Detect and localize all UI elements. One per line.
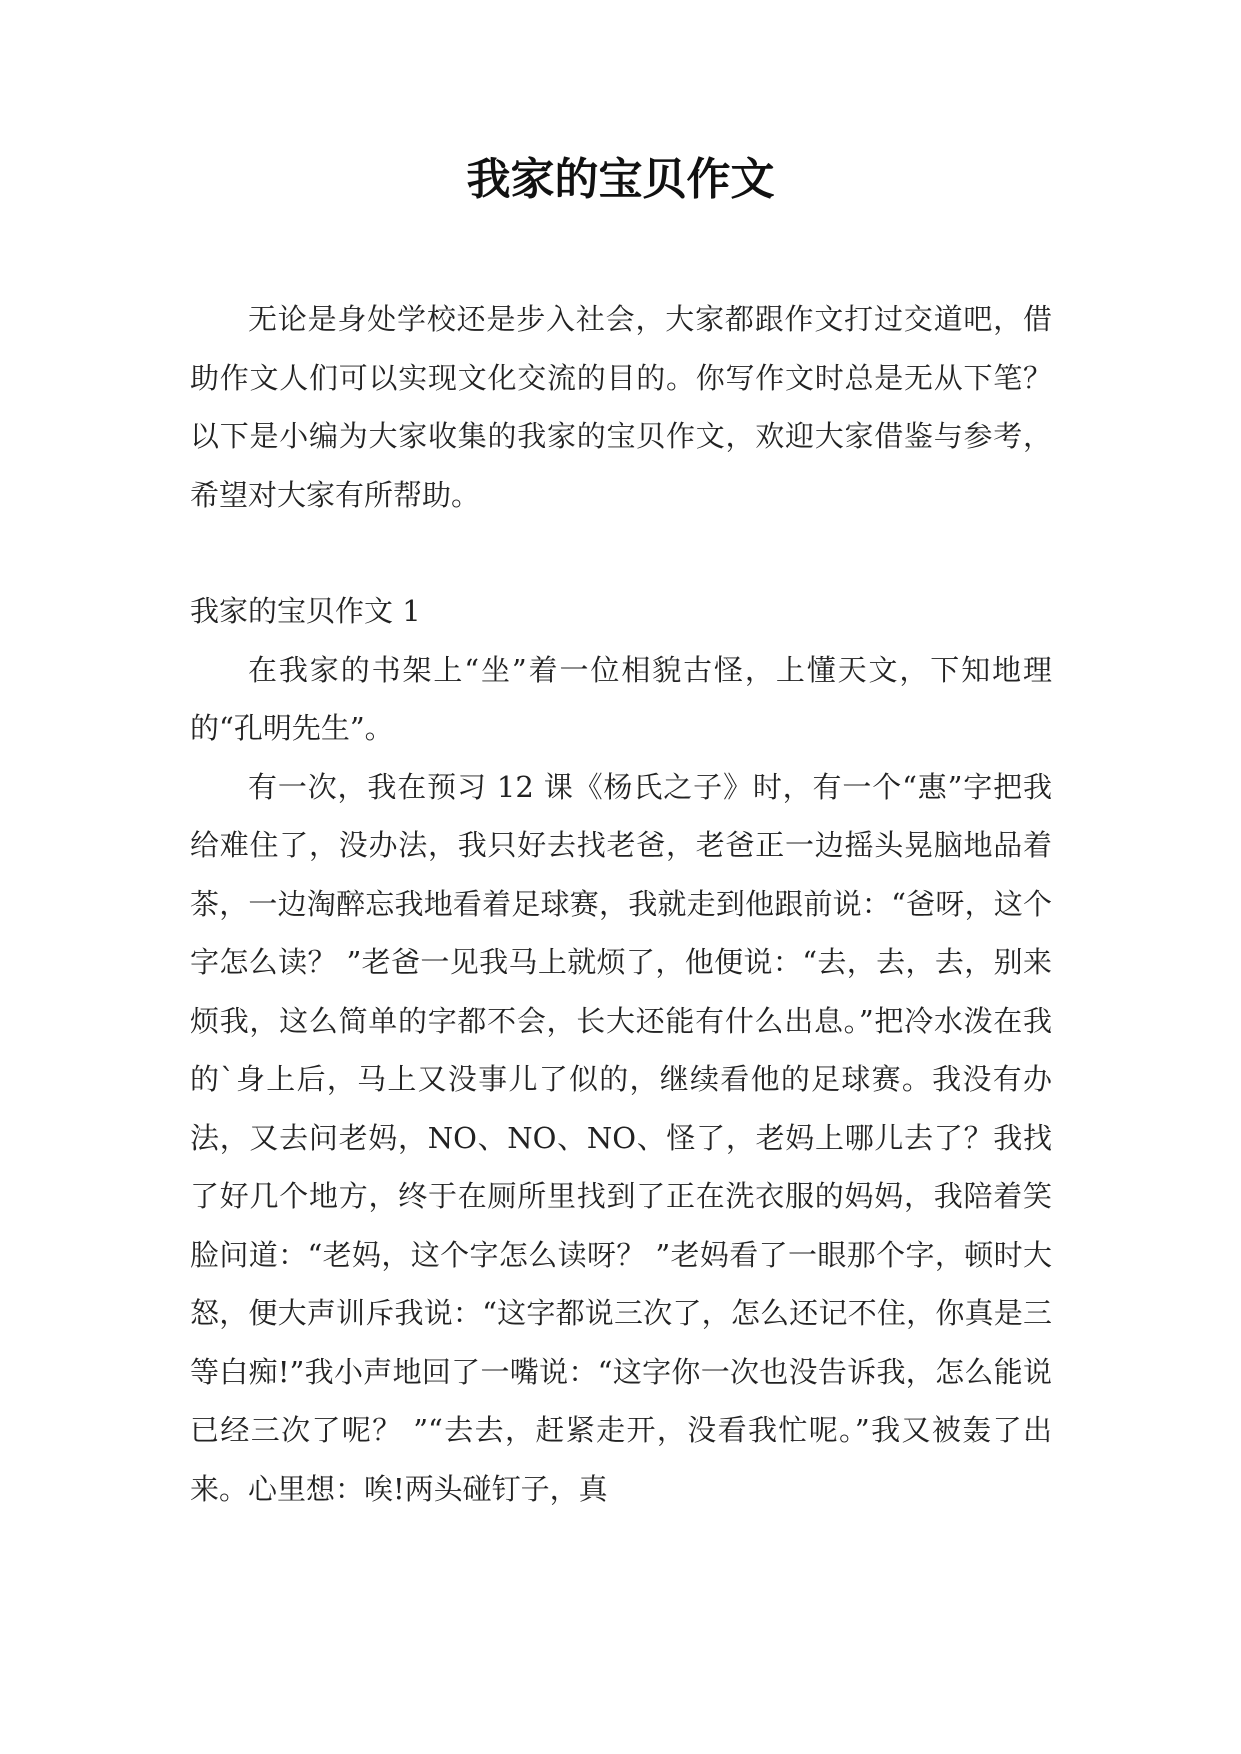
paragraph-spacer [190, 524, 1052, 582]
intro-paragraph: 无论是身处学校还是步入社会，大家都跟作文打过交道吧，借助作文人们可以实现文化交流的目的。你写作文时总是无从下笔？以下是小编为大家收集的我家的宝贝作文，欢迎大家借鉴与参考，希望对大家有所帮助。 [190, 302, 1052, 512]
body-paragraph-2: 有一次，我在预习 12 课《杨氏之子》时，有一个“惠”字把我给难住了，没办法，我只好去找老爸，老爸正一边摇头晃脑地品着茶，一边淘醉忘我地看着足球赛，我就走到他跟前说：“爸呀，这个字怎么读？ ”老爸一见我马上就烦了，他便说：“去，去，去，别来烦我，这么简单的字都不会，长大还能有什么出息。”把冷水泼在我的`身上后，马上又没事儿了似的，继续看他的足球赛。我没有办法，又去问老妈，NO、NO、NO、怪了，老妈上哪儿去了？我找了好几个地方，终于在厕所里找到了正在洗衣服的妈妈，我陪着笑脸问道：“老妈，这个字怎么读呀？ ”老妈看了一眼那个字，顿时大怒，便大声训斥我说：“这字都说三次了，怎么还记不住，你真是三等白痴!”我小声地回了一嘴说：“这字你一次也没告诉我，怎么能说已经三次了呢？ ”“去去，赶紧走开，没看我忙呢。”我又被轰了出来。心里想：唉!两头碰钉子，真 [190, 769, 1052, 1506]
document-title: 我家的宝贝作文 [466, 154, 775, 205]
body-paragraph-1: 在我家的书架上“坐”着一位相貌古怪，上懂天文，下知地理的“孔明先生”。 [190, 652, 1052, 745]
section-heading: 我家的宝贝作文 1 [190, 594, 421, 628]
document-body [190, 290, 1052, 1518]
